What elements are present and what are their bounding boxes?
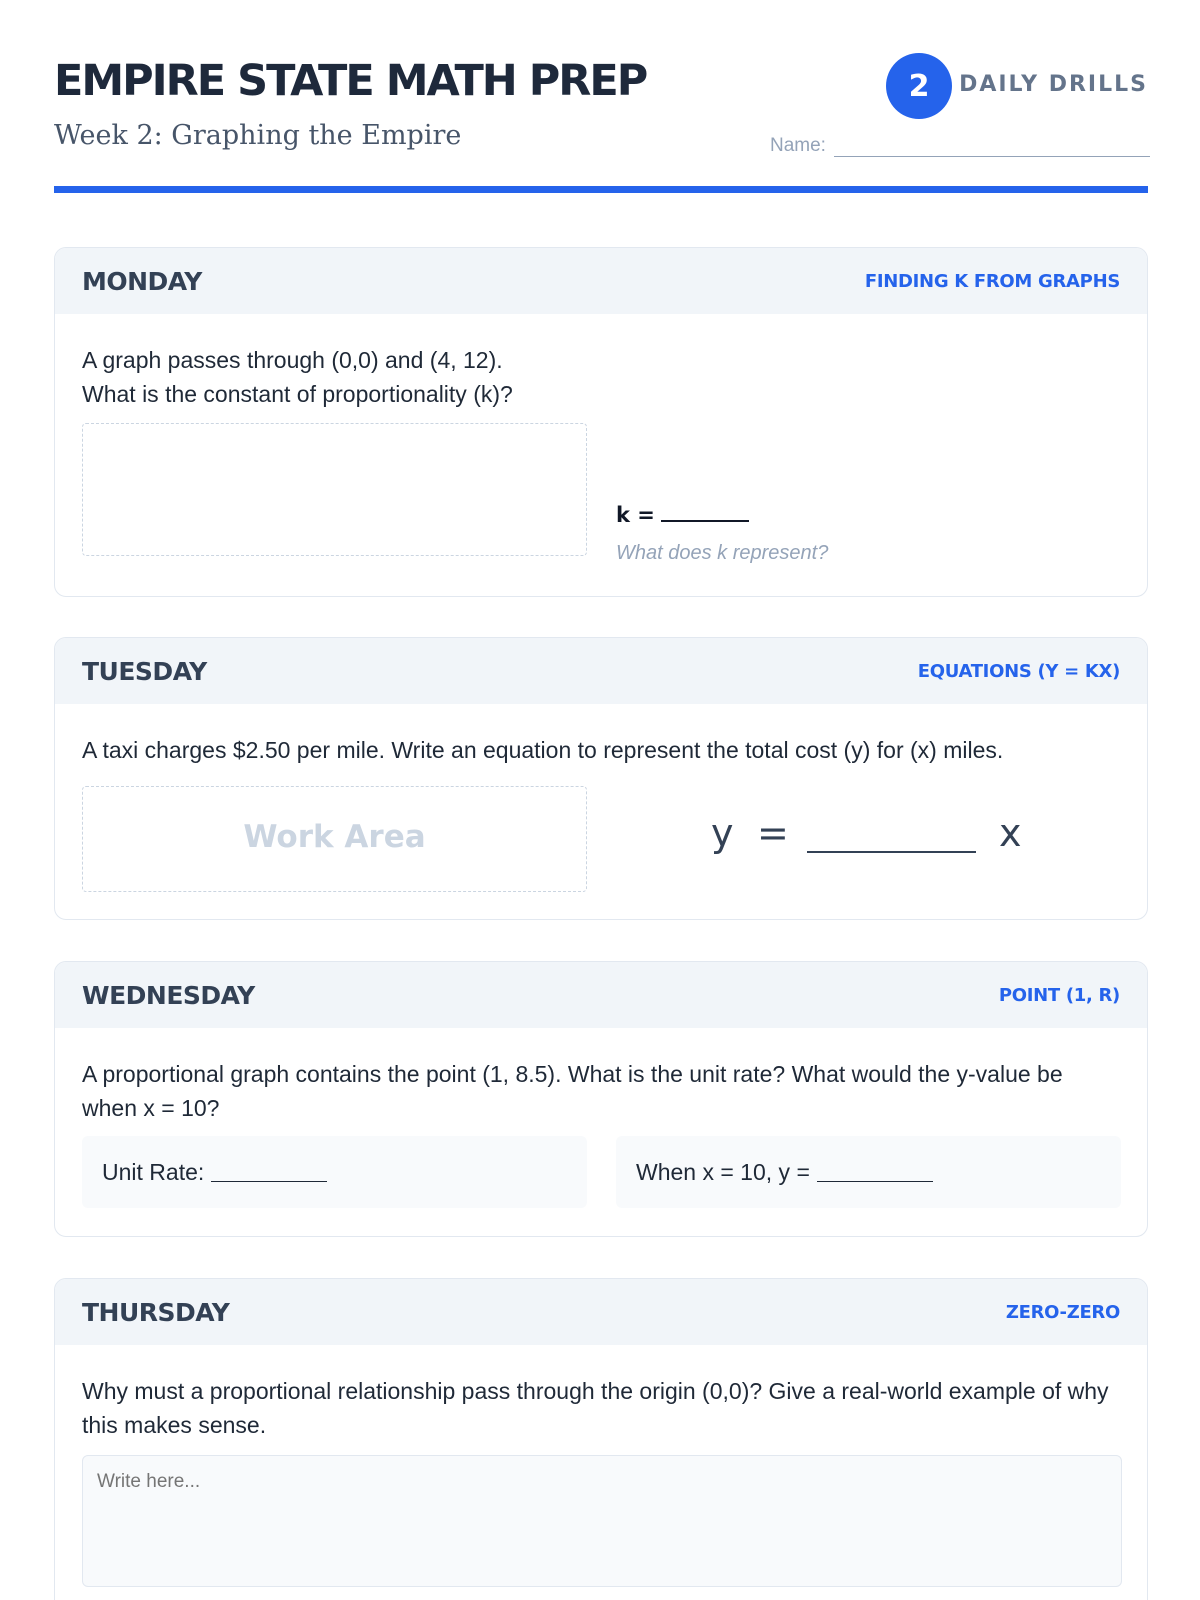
y-value-answer[interactable] [616, 1136, 1121, 1208]
name-blank[interactable] [834, 139, 1150, 157]
tuesday-card [54, 637, 1148, 920]
work-area-box[interactable] [82, 786, 587, 892]
equation-equals: = [757, 811, 789, 855]
topic-label: EQUATIONS (Y = KX) [917, 660, 1120, 682]
topic-label: FINDING K FROM GRAPHS [864, 270, 1120, 292]
page-subtitle: Week 2: Graphing the Empire [54, 120, 462, 151]
monday-card [54, 247, 1148, 597]
equation-y: y [711, 811, 734, 855]
slope-blank[interactable] [807, 851, 976, 853]
k-label: k = [616, 503, 655, 527]
card-header [55, 638, 1147, 704]
question-text: Why must a proportional relationship pass through the origin (0,0)? Give a real-world example of why this makes sense. [82, 1378, 1109, 1438]
day-label: TUESDAY [82, 656, 207, 686]
day-label: THURSDAY [82, 1297, 230, 1327]
equation-x: x [999, 811, 1022, 855]
wednesday-card [54, 961, 1148, 1237]
thursday-card [54, 1278, 1148, 1600]
name-label: Name: [770, 135, 826, 156]
written-response-field[interactable] [82, 1455, 1122, 1587]
question-text: A proportional graph contains the point (1, 8.5). What is the unit rate? What would the y-value be when x = 10? [82, 1061, 1063, 1121]
question-text [82, 343, 513, 411]
work-area-label: Work Area [243, 819, 426, 855]
day-label: MONDAY [82, 266, 202, 296]
day-label: WEDNESDAY [82, 980, 255, 1010]
header-divider [54, 186, 1148, 193]
k-blank[interactable] [661, 504, 749, 522]
card-header [55, 248, 1147, 314]
name-field[interactable] [770, 135, 1150, 157]
question-line: What is the constant of proportionality (k)? [82, 381, 513, 407]
card-header [55, 1279, 1147, 1345]
week-badge: 2 [886, 53, 952, 119]
k-hint: What does k represent? [616, 542, 829, 564]
card-header [55, 962, 1147, 1028]
worksheet-header [54, 0, 1148, 193]
unit-rate-answer[interactable] [82, 1136, 587, 1208]
question-line: A graph passes through (0,0) and (4, 12). [82, 347, 503, 373]
y-value-blank[interactable] [817, 1162, 933, 1182]
unit-rate-blank[interactable] [211, 1162, 327, 1182]
question-text: A taxi charges $2.50 per mile. Write an equation to represent the total cost (y) for (x) miles. [82, 737, 1004, 763]
badge-label: DAILY DRILLS [959, 72, 1148, 97]
y-value-label: When x = 10, y = [636, 1158, 810, 1185]
unit-rate-label: Unit Rate: [102, 1158, 205, 1185]
k-answer [616, 503, 749, 527]
topic-label: ZERO-ZERO [1005, 1301, 1120, 1323]
work-area-box[interactable] [82, 423, 587, 556]
page-title: EMPIRE STATE MATH PREP [54, 56, 647, 106]
topic-label: POINT (1, R) [998, 984, 1120, 1006]
